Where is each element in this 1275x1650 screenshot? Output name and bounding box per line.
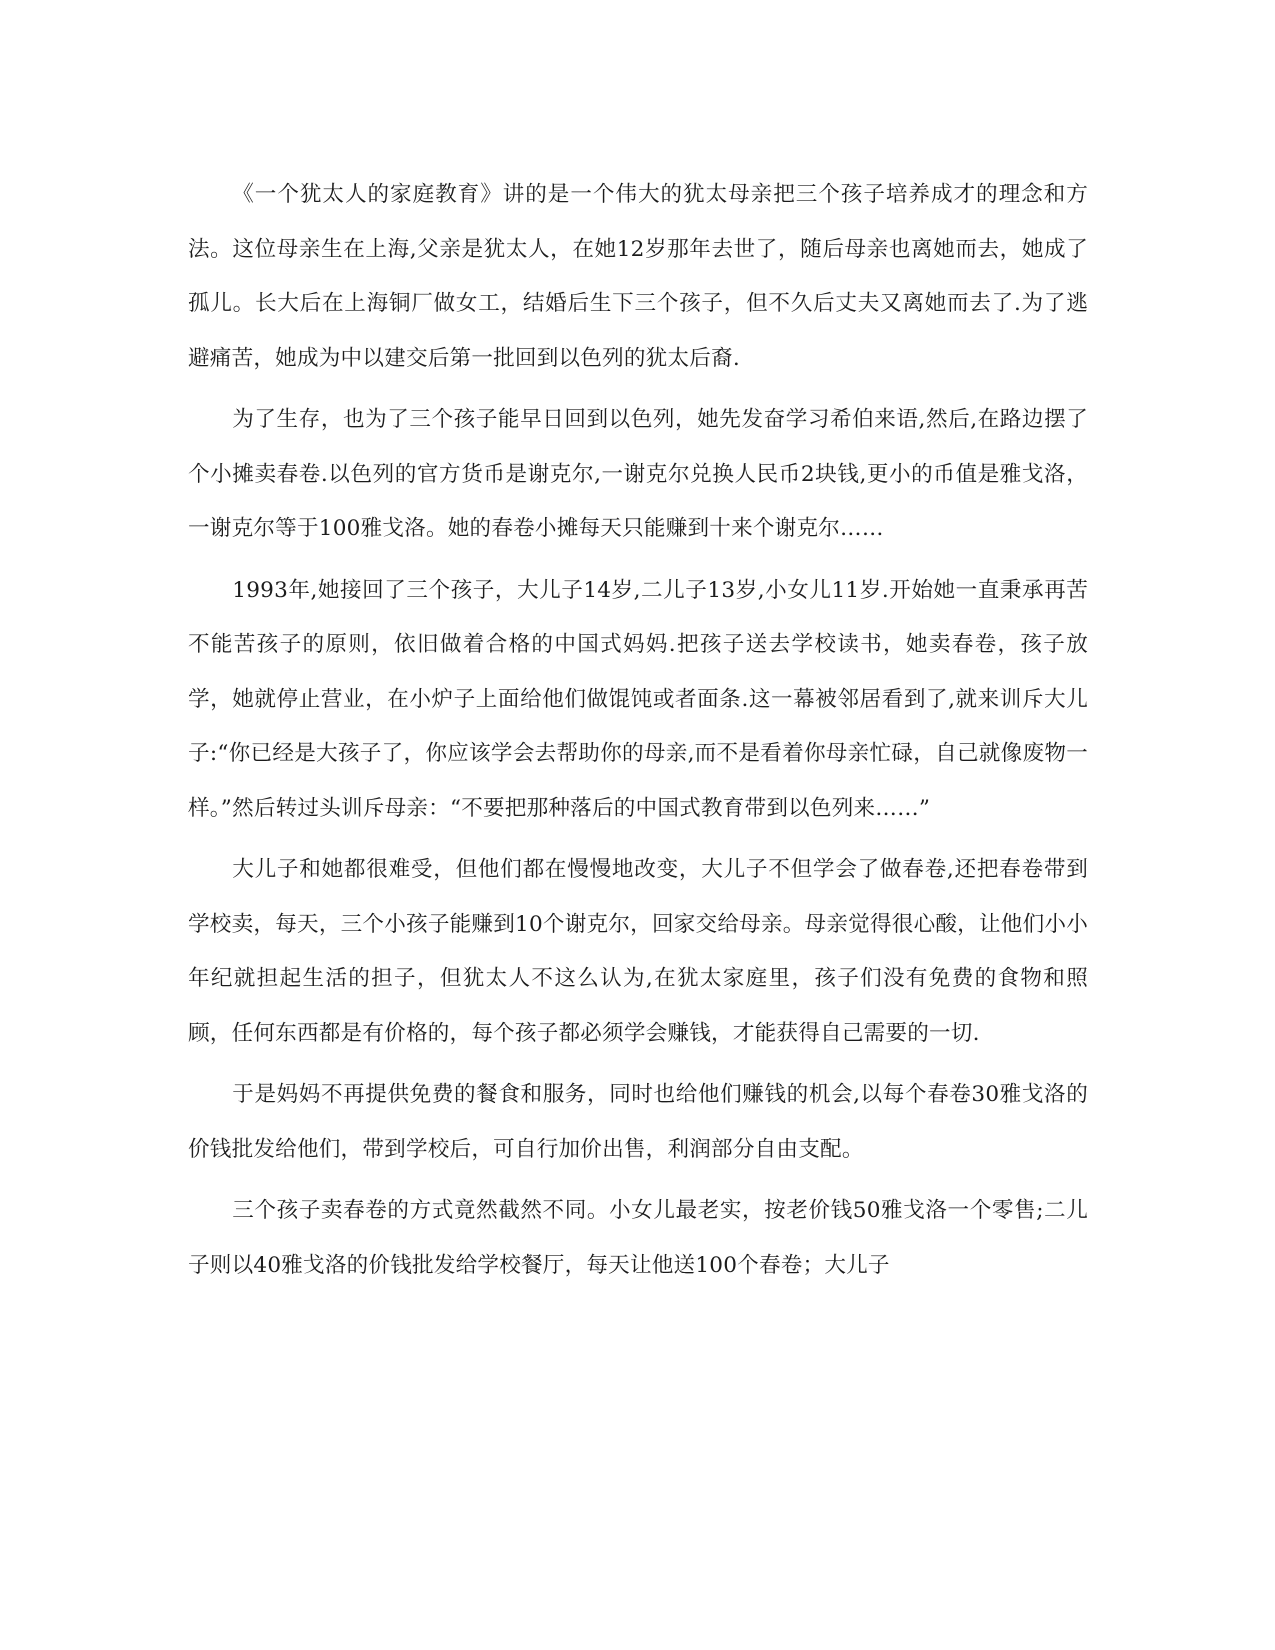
document-body <box>188 168 1088 1300</box>
paragraph-5: 于是妈妈不再提供免费的餐食和服务，同时也给他们赚钱的机会,以每个春卷30雅戈洛的价钱批发给他们，带到学校后，可自行加价出售，利润部分自由支配。 <box>188 1082 1088 1162</box>
paragraph-6: 三个孩子卖春卷的方式竟然截然不同。小女儿最老实，按老价钱50雅戈洛一个零售;二儿子则以40雅戈洛的价钱批发给学校餐厅，每天让他送100个春卷；大儿子 <box>188 1198 1088 1278</box>
paragraph-1: 《一个犹太人的家庭教育》讲的是一个伟大的犹太母亲把三个孩子培养成才的理念和方法。这位母亲生在上海,父亲是犹太人，在她12岁那年去世了，随后母亲也离她而去，她成了孤儿。长大后在上海铜厂做女工，结婚后生下三个孩子，但不久后丈夫又离她而去了.为了逃避痛苦，她成为中以建交后第一批回到以色列的犹太后裔. <box>188 182 1088 371</box>
paragraph-2: 为了生存，也为了三个孩子能早日回到以色列，她先发奋学习希伯来语,然后,在路边摆了个小摊卖春卷.以色列的官方货币是谢克尔,一谢克尔兑换人民币2块钱,更小的币值是雅戈洛，一谢克尔等于100雅戈洛。她的春卷小摊每天只能赚到十来个谢克尔…… <box>188 407 1088 541</box>
paragraph-3: 1993年,她接回了三个孩子，大儿子14岁,二儿子13岁,小女儿11岁.开始她一直秉承再苦不能苦孩子的原则，依旧做着合格的中国式妈妈.把孩子送去学校读书，她卖春卷，孩子放学，她就停止营业，在小炉子上面给他们做馄饨或者面条.这一幕被邻居看到了,就来训斥大儿子:“你已经是大孩子了，你应该学会去帮助你的母亲,而不是看着你母亲忙碌，自己就像废物一样。”然后转过头训斥母亲：“不要把那种落后的中国式教育带到以色列来……” <box>188 577 1088 821</box>
paragraph-4: 大儿子和她都很难受，但他们都在慢慢地改变，大儿子不但学会了做春卷,还把春卷带到学校卖，每天，三个小孩子能赚到10个谢克尔，回家交给母亲。母亲觉得很心酸，让他们小小年纪就担起生活的担子，但犹太人不这么认为,在犹太家庭里，孩子们没有免费的食物和照顾，任何东西都是有价格的，每个孩子都必须学会赚钱，才能获得自己需要的一切. <box>188 857 1088 1046</box>
